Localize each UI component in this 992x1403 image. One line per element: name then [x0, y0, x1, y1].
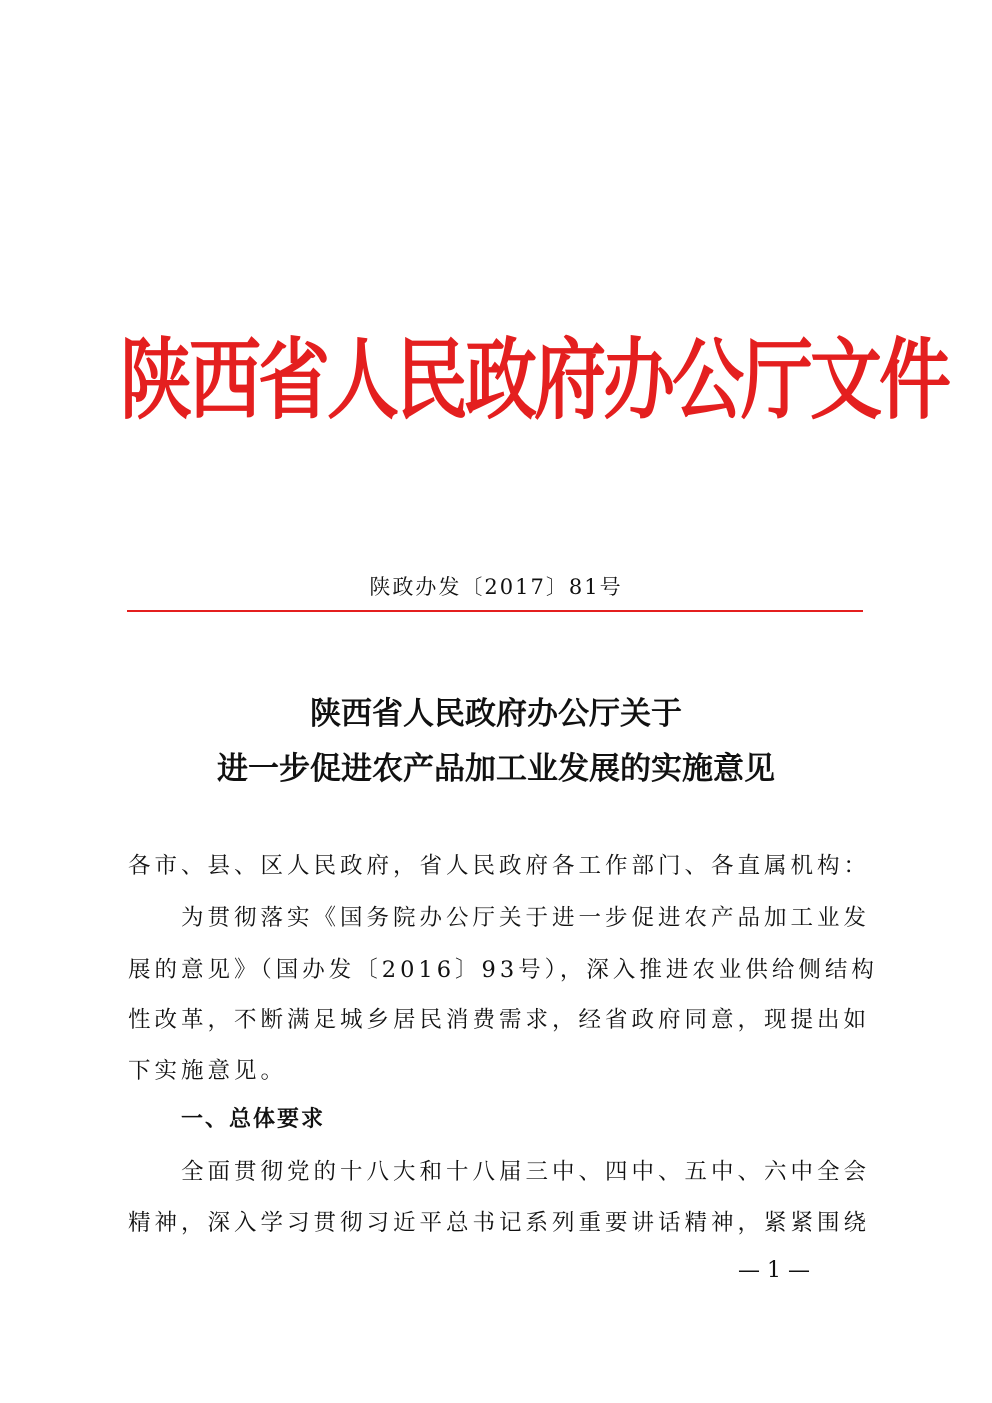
paragraph-line: 全面贯彻党的十八大和十八届三中、四中、五中、六中全会 [181, 1159, 871, 1185]
paragraph-line: 精神，深入学习贯彻习近平总书记系列重要讲话精神，紧紧围绕 [128, 1210, 871, 1236]
document-title-line-2: 进一步促进农产品加工业发展的实施意见 [217, 751, 775, 787]
paragraph-line: 展的意见》（国办发〔2016〕93号），深入推进农业供给侧结构 [128, 957, 878, 983]
document-title-line-1: 陕西省人民政府办公厅关于 [310, 696, 682, 732]
paragraph-line: 性改革，不断满足城乡居民消费需求，经省政府同意，现提出如 [128, 1007, 871, 1033]
paragraph-line: 下实施意见。 [128, 1058, 288, 1084]
red-divider-line [127, 610, 863, 612]
masthead-red-header: 陕西省人民政府办公厅文件 [120, 328, 949, 432]
section-heading: 一、总体要求 [181, 1107, 326, 1132]
document-number: 陕政办发〔2017〕81号 [369, 575, 623, 599]
page-number: — 1 — [738, 1258, 810, 1283]
paragraph-line: 为贯彻落实《国务院办公厅关于进一步促进农产品加工业发 [181, 905, 871, 931]
salutation: 各市、县、区人民政府，省人民政府各工作部门、各直属机构： [128, 853, 871, 879]
